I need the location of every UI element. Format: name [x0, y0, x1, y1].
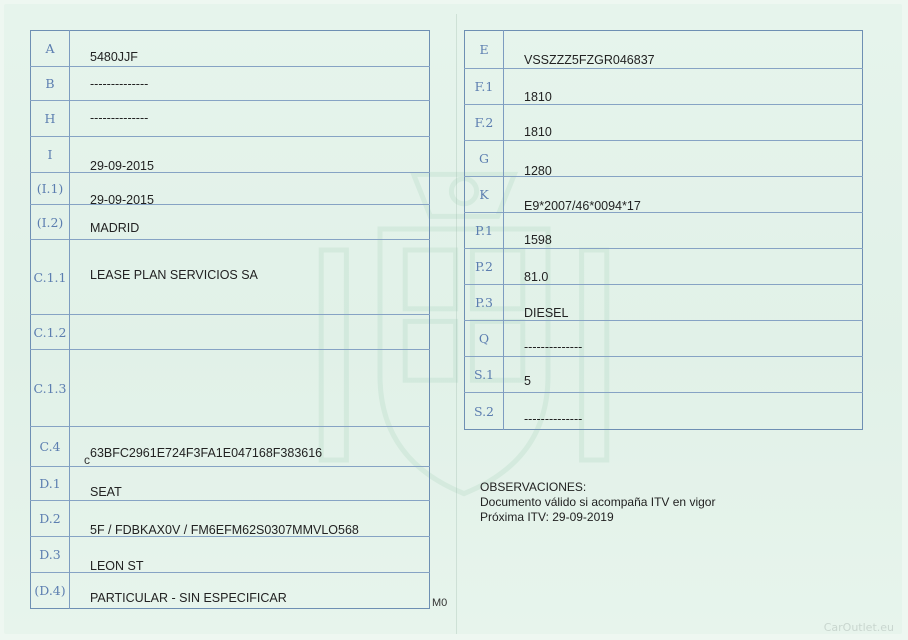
field-code: I	[31, 137, 70, 173]
field-row-e	[465, 31, 863, 69]
field-value: 63BFC2961E724F3FA1E047168F383616	[90, 446, 323, 460]
field-code: S.1	[465, 357, 504, 393]
field-code: (I.1)	[31, 173, 70, 205]
c4-prefix: c	[84, 453, 90, 467]
observaciones-line2: Próxima ITV: 29-09-2019	[480, 510, 614, 524]
field-code: E	[465, 31, 504, 69]
field-row-i2	[31, 205, 430, 240]
field-code: P.2	[465, 249, 504, 285]
field-value: LEON ST	[90, 559, 144, 573]
field-value: 1810	[524, 90, 552, 104]
page-fold	[456, 14, 457, 634]
field-row-s2	[465, 393, 863, 430]
brand-watermark: CarOutlet.eu	[823, 621, 894, 634]
field-row-i	[31, 137, 430, 173]
field-code: D.1	[31, 467, 70, 501]
field-value: 1810	[524, 125, 552, 139]
field-row-g	[465, 141, 863, 177]
field-row-d2	[31, 501, 430, 537]
left-fields-table	[30, 30, 430, 609]
observaciones-heading: OBSERVACIONES:	[480, 480, 587, 494]
field-row-d1	[31, 467, 430, 501]
field-code: D.2	[31, 501, 70, 537]
field-row-p2	[465, 249, 863, 285]
field-code: (I.2)	[31, 205, 70, 240]
field-value: 1598	[524, 233, 552, 247]
field-row-d3	[31, 537, 430, 573]
field-code: G	[465, 141, 504, 177]
field-row-c13	[31, 350, 430, 427]
field-value: E9*2007/46*0094*17	[524, 199, 641, 213]
field-code: C.1.1	[31, 240, 70, 315]
field-value: 1280	[524, 164, 552, 178]
field-value: 5480JJF	[90, 50, 138, 64]
field-code: P.3	[465, 285, 504, 321]
field-row-s1	[465, 357, 863, 393]
field-row-a	[31, 31, 430, 67]
field-code: B	[31, 67, 70, 101]
observaciones-line1: Documento válido si acompaña ITV en vigor	[480, 495, 716, 509]
field-row-f2	[465, 105, 863, 141]
field-code: P.1	[465, 213, 504, 249]
field-row-b	[31, 67, 430, 101]
field-code: C.4	[31, 427, 70, 467]
footer-code: M0	[432, 597, 448, 609]
field-value: --------------	[524, 412, 583, 426]
field-value: PARTICULAR - SIN ESPECIFICAR	[90, 591, 287, 605]
field-row-k	[465, 177, 863, 213]
field-code: F.2	[465, 105, 504, 141]
field-code: C.1.3	[31, 350, 70, 427]
field-value: 29-09-2015	[90, 159, 154, 173]
field-code: (D.4)	[31, 573, 70, 609]
field-row-q	[465, 321, 863, 357]
observaciones-block	[480, 480, 715, 525]
field-row-c12	[31, 315, 430, 350]
field-row-i1	[31, 173, 430, 205]
field-value: VSSZZZ5FZGR046837	[524, 53, 655, 67]
field-row-f1	[465, 69, 863, 105]
field-value: 81.0	[524, 270, 549, 284]
field-value: --------------	[90, 111, 149, 125]
right-fields-table	[464, 30, 863, 430]
field-code: A	[31, 31, 70, 67]
field-code: H	[31, 101, 70, 137]
field-row-d4	[31, 573, 430, 609]
field-row-c4	[31, 427, 430, 467]
field-code: C.1.2	[31, 315, 70, 350]
field-code: D.3	[31, 537, 70, 573]
field-value: 5F / FDBKAX0V / FM6EFM62S0307MMVLO568	[90, 523, 359, 537]
field-value: 29-09-2015	[90, 193, 154, 207]
field-value: MADRID	[90, 221, 140, 235]
field-code: F.1	[465, 69, 504, 105]
field-value: --------------	[524, 340, 583, 354]
field-value: SEAT	[90, 485, 122, 499]
field-code: Q	[465, 321, 504, 357]
field-row-p1	[465, 213, 863, 249]
field-value: --------------	[90, 77, 149, 91]
field-value: LEASE PLAN SERVICIOS SA	[90, 268, 258, 282]
field-code: K	[465, 177, 504, 213]
field-row-c11	[31, 240, 430, 315]
field-code: S.2	[465, 393, 504, 430]
field-value: DIESEL	[524, 306, 569, 320]
field-row-p3	[465, 285, 863, 321]
field-value: 5	[524, 374, 531, 388]
field-row-h	[31, 101, 430, 137]
